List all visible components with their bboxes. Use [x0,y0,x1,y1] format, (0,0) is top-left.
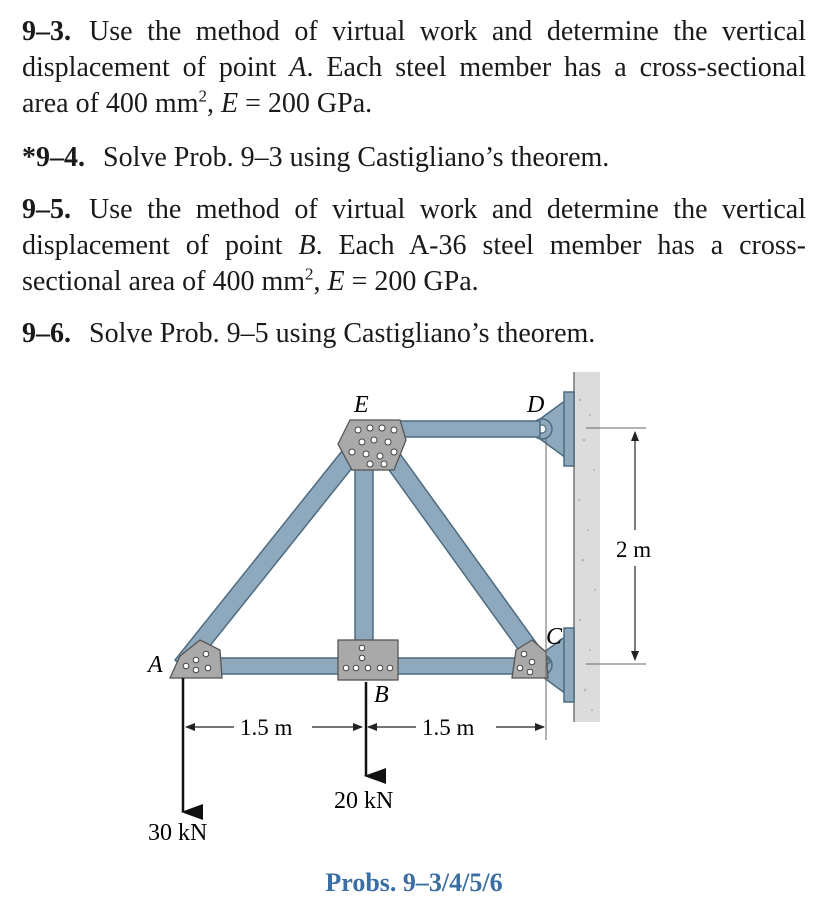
load-b-label: 20 kN [334,788,394,814]
problem-9-6: 9–6. Solve Prob. 9–5 using Castigliano’s theorem. [22,318,596,349]
problem-number: 9–3. [22,16,71,47]
label-d: D [527,392,545,418]
load-a-label: 30 kN [148,820,208,846]
label-e: E [354,392,369,418]
dimension-right: 1.5 m [422,715,475,740]
dimension-height: 2 m [616,537,652,562]
label-c: C [546,624,563,650]
load-a [148,678,207,846]
figure-caption: Probs. 9–3/4/5/6 [325,868,503,897]
problem-number: 9–5. [22,194,71,225]
truss-figure [0,360,828,860]
problem-number: 9–6. [22,318,71,349]
problem-9-5: 9–5. Use the method of virtual work and determine the vertical displacement of point B. Each A-36 steel member has a cross-sectional area of 400 $mm^2$, E = 200 GPa. [22,194,806,297]
point-label: A [289,52,307,83]
problem-9-4: *9–4. Solve Prob. 9–3 using Castigliano’s theorem. [22,142,610,173]
member-ae [175,426,376,672]
dimension-vertical [616,432,651,660]
dimension-left: 1.5 m [240,715,293,740]
problem-number: *9–4. [22,142,85,173]
gusset-e [338,420,406,470]
label-a: A [148,652,163,678]
problem-9-3: 9–3. Use the method of virtual work and determine the vertical displacement of point A. Each steel member has a cross-sectional area of 400 $mm^2$, E = 200 GPa. [22,16,807,119]
gusset-b [338,640,398,680]
point-label: B [298,230,316,261]
label-b: B [374,682,389,708]
wall [574,372,600,722]
